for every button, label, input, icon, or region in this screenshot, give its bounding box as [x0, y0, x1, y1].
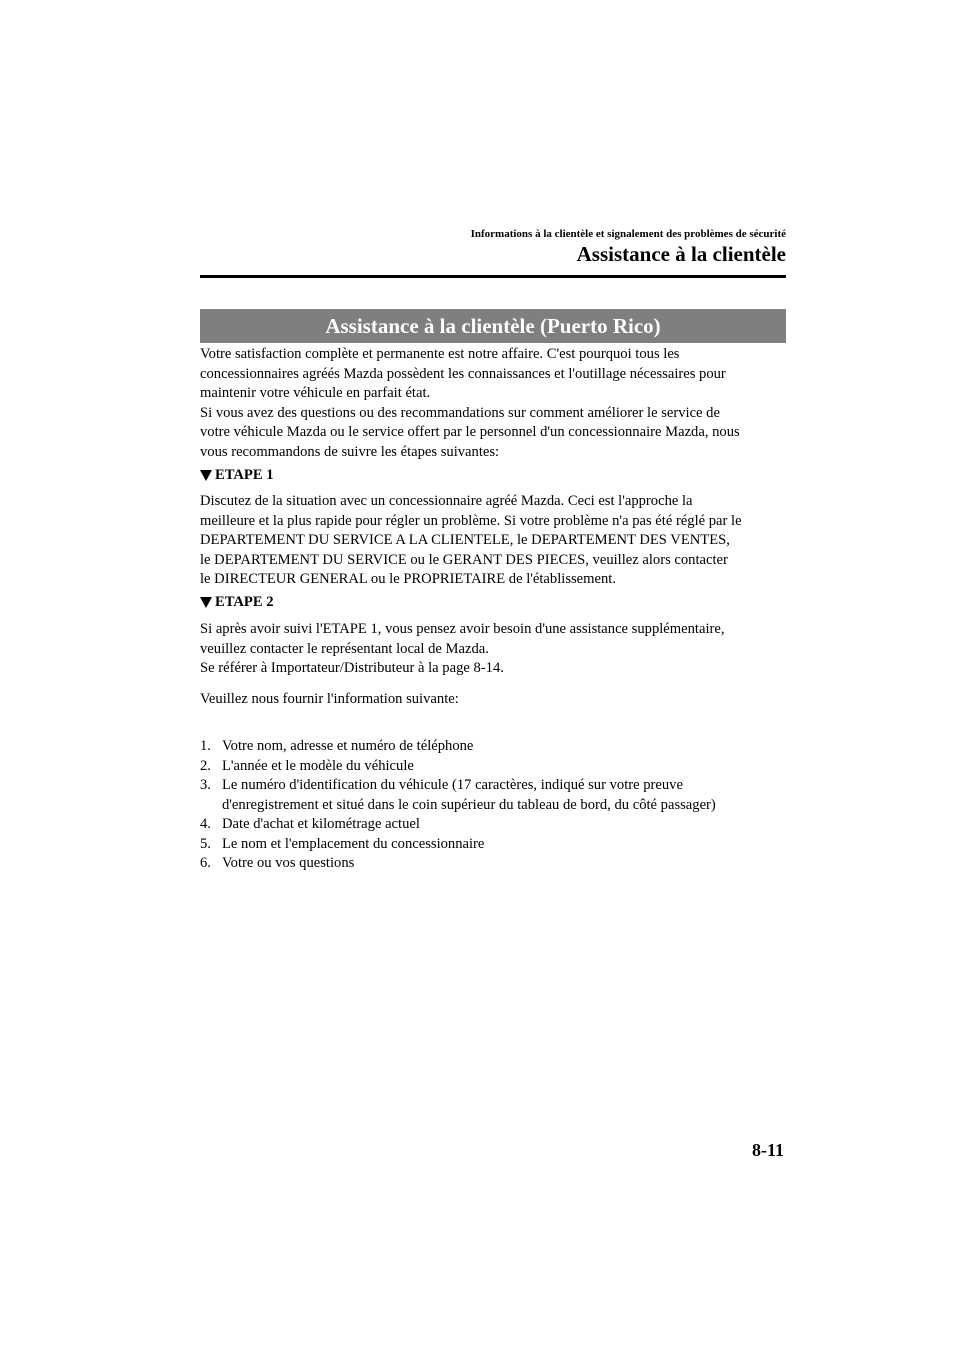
list-item-text: Votre ou vos questions: [222, 855, 355, 871]
section-banner: Assistance à la clientèle (Puerto Rico): [200, 309, 786, 343]
list-item-text: Date d'achat et kilométrage actuel: [222, 816, 420, 832]
step1-heading: [200, 465, 274, 485]
info-list: [200, 737, 800, 874]
step1-line: Discutez de la situation avec un concessionnaire agréé Mazda. Ceci est l'approche la: [200, 493, 693, 509]
list-item-text-continued: d'enregistrement et situé dans le coin supérieur du tableau de bord, du côté passager): [222, 796, 716, 813]
step1-heading-label: ETAPE 1: [215, 467, 274, 483]
list-item-number: 5.: [200, 835, 211, 852]
intro-line: vous recommandons de suivre les étapes suivantes:: [200, 443, 500, 460]
list-item-number: 6.: [200, 855, 211, 871]
list-item-text: L'année et le modèle du véhicule: [222, 757, 414, 774]
intro-line: maintenir votre véhicule en parfait état.: [200, 385, 431, 401]
list-item-text: Le nom et l'emplacement du concessionnaire: [222, 835, 485, 852]
step1-line: meilleure et la plus rapide pour régler un problème. Si votre problème n'a pas été réglé par le: [200, 512, 742, 529]
step1-line: DEPARTEMENT DU SERVICE A LA CLIENTELE, le DEPARTEMENT DES VENTES,: [200, 532, 730, 548]
list-item-text: Le numéro d'identification du véhicule (17 caractères, indiqué sur votre preuve: [222, 777, 683, 793]
step2-text: [200, 620, 800, 679]
header-subtitle: Informations à la clientèle et signalement des problèmes de sécurité: [470, 228, 786, 240]
list-item-text: Votre nom, adresse et numéro de téléphone: [222, 738, 474, 754]
list-item: [200, 854, 800, 874]
intro-line: Si vous avez des questions ou des recommandations sur comment améliorer le service de: [200, 404, 720, 421]
header-rule: [200, 275, 786, 278]
step2-heading: [200, 592, 274, 612]
step1-line: le DIRECTEUR GENERAL ou le PROPRIETAIRE de l'établissement.: [200, 571, 616, 587]
intro-line: Votre satisfaction complète et permanente est notre affaire. C'est pourquoi tous les: [200, 346, 680, 362]
step2-line: Si après avoir suivi l'ETAPE 1, vous pensez avoir besoin d'une assistance supplémentaire,: [200, 621, 725, 637]
list-item-number: 2.: [200, 757, 211, 774]
intro-line: concessionnaires agréés Mazda possèdent les connaissances et l'outillage nécessaires pour: [200, 365, 726, 382]
step2-line: Se référer à Importateur/Distributeur à la page 8-14.: [200, 660, 504, 676]
list-item: [200, 737, 800, 757]
step2-heading-label: ETAPE 2: [215, 594, 274, 610]
intro-line: votre véhicule Mazda ou le service offert par le personnel d'un concessionnaire Mazda, nous: [200, 424, 740, 440]
page-number: 8-11: [751, 1140, 784, 1160]
step2-line: veuillez contacter le représentant local de Mazda.: [200, 640, 489, 657]
list-item: [200, 835, 800, 855]
triangle-down-icon: [200, 470, 212, 481]
list-item-number: 3.: [200, 777, 211, 793]
step1-line: le DEPARTEMENT DU SERVICE ou le GERANT DES PIECES, veuillez alors contacter: [200, 551, 728, 568]
list-item-number: 1.: [200, 738, 211, 754]
list-item-text-group: [222, 776, 716, 815]
header-title: Assistance à la clientèle: [576, 242, 786, 266]
intro-text: [200, 345, 800, 462]
list-item: [200, 757, 800, 777]
list-item-number: 4.: [200, 816, 211, 832]
list-item: [200, 815, 800, 835]
triangle-down-icon: [200, 597, 212, 608]
list-item: [200, 776, 800, 815]
info-request-text: Veuillez nous fournir l'information suivante:: [200, 691, 459, 707]
step1-text: [200, 492, 800, 590]
info-request: [200, 690, 800, 710]
